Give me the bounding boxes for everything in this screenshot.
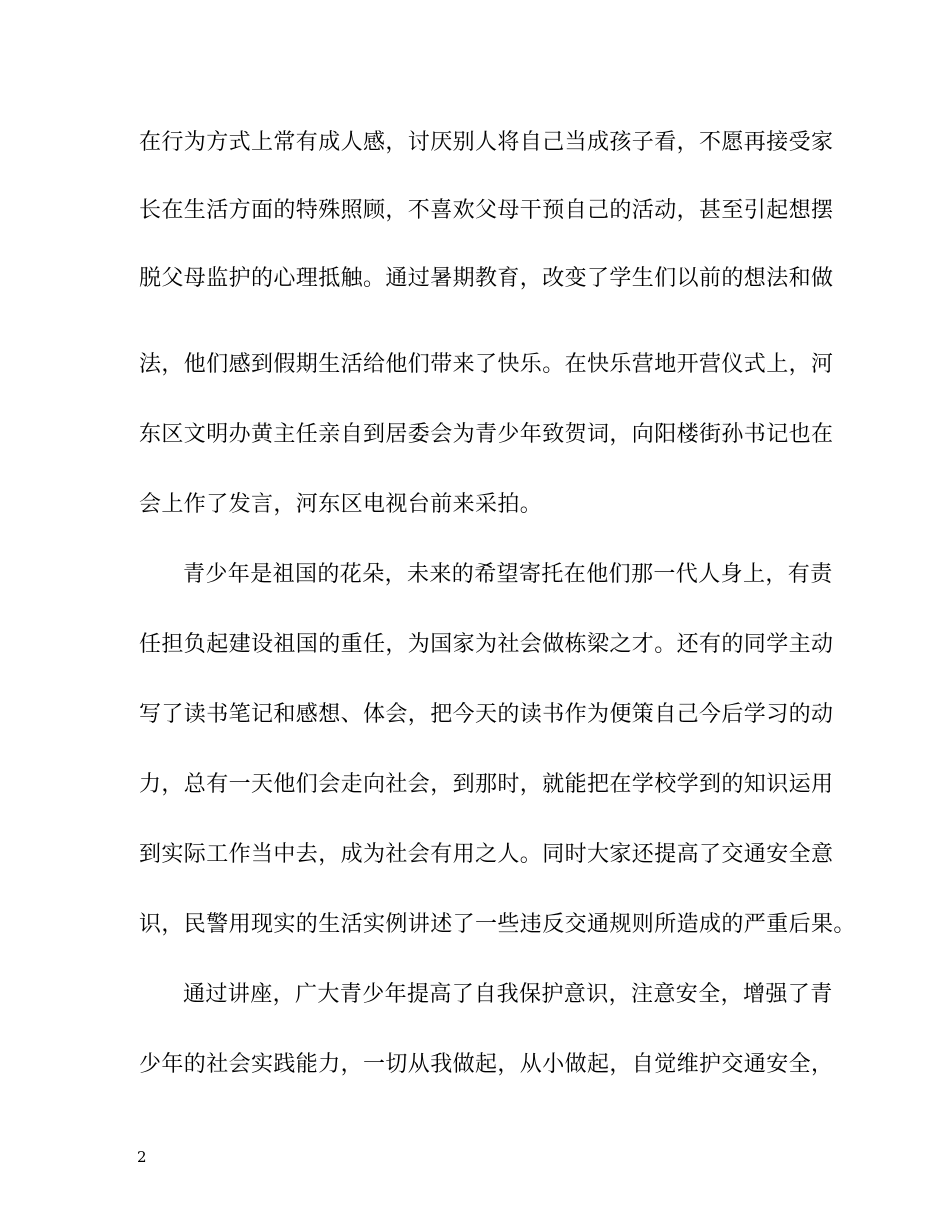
text-line-9: 写了读书笔记和感想、体会，把今天的读书作为便策自己今后学习的动	[139, 702, 834, 727]
text-line-3: 脱父母监护的心理抵触。通过暑期教育，改变了学生们以前的想法和做	[139, 266, 834, 291]
page-number: 2	[137, 1148, 147, 1166]
text-line-7: 青少年是祖国的花朵，未来的希望寄托在他们那一代人身上，有责	[183, 562, 833, 587]
text-line-5: 东区文明办黄主任亲自到居委会为青少年致贺词，向阳楼街孙书记也在	[139, 422, 834, 447]
text-line-1: 在行为方式上常有成人感，讨厌别人将自己当成孩子看，不愿再接受家	[139, 130, 834, 155]
text-line-10: 力，总有一天他们会走向社会，到那时，就能把在学校学到的知识运用	[139, 772, 834, 797]
text-line-13: 通过讲座，广大青少年提高了自我保护意识，注意安全，增强了青	[183, 982, 833, 1007]
text-line-2: 长在生活方面的特殊照顾，不喜欢父母干预自己的活动，甚至引起想摆	[139, 198, 834, 223]
text-line-8: 任担负起建设祖国的重任，为国家为社会做栋梁之才。还有的同学主动	[139, 632, 834, 657]
text-line-14: 少年的社会实践能力，一切从我做起，从小做起，自觉维护交通安全，	[139, 1052, 834, 1077]
text-line-4: 法，他们感到假期生活给他们带来了快乐。在快乐营地开营仪式上，河	[139, 352, 834, 377]
text-line-12: 识，民警用现实的生活实例讲述了一些违反交通规则所造成的严重后果。	[139, 912, 856, 937]
text-line-11: 到实际工作当中去，成为社会有用之人。同时大家还提高了交通安全意	[139, 842, 834, 867]
text-line-6: 会上作了发言，河东区电视台前来采拍。	[139, 492, 543, 517]
